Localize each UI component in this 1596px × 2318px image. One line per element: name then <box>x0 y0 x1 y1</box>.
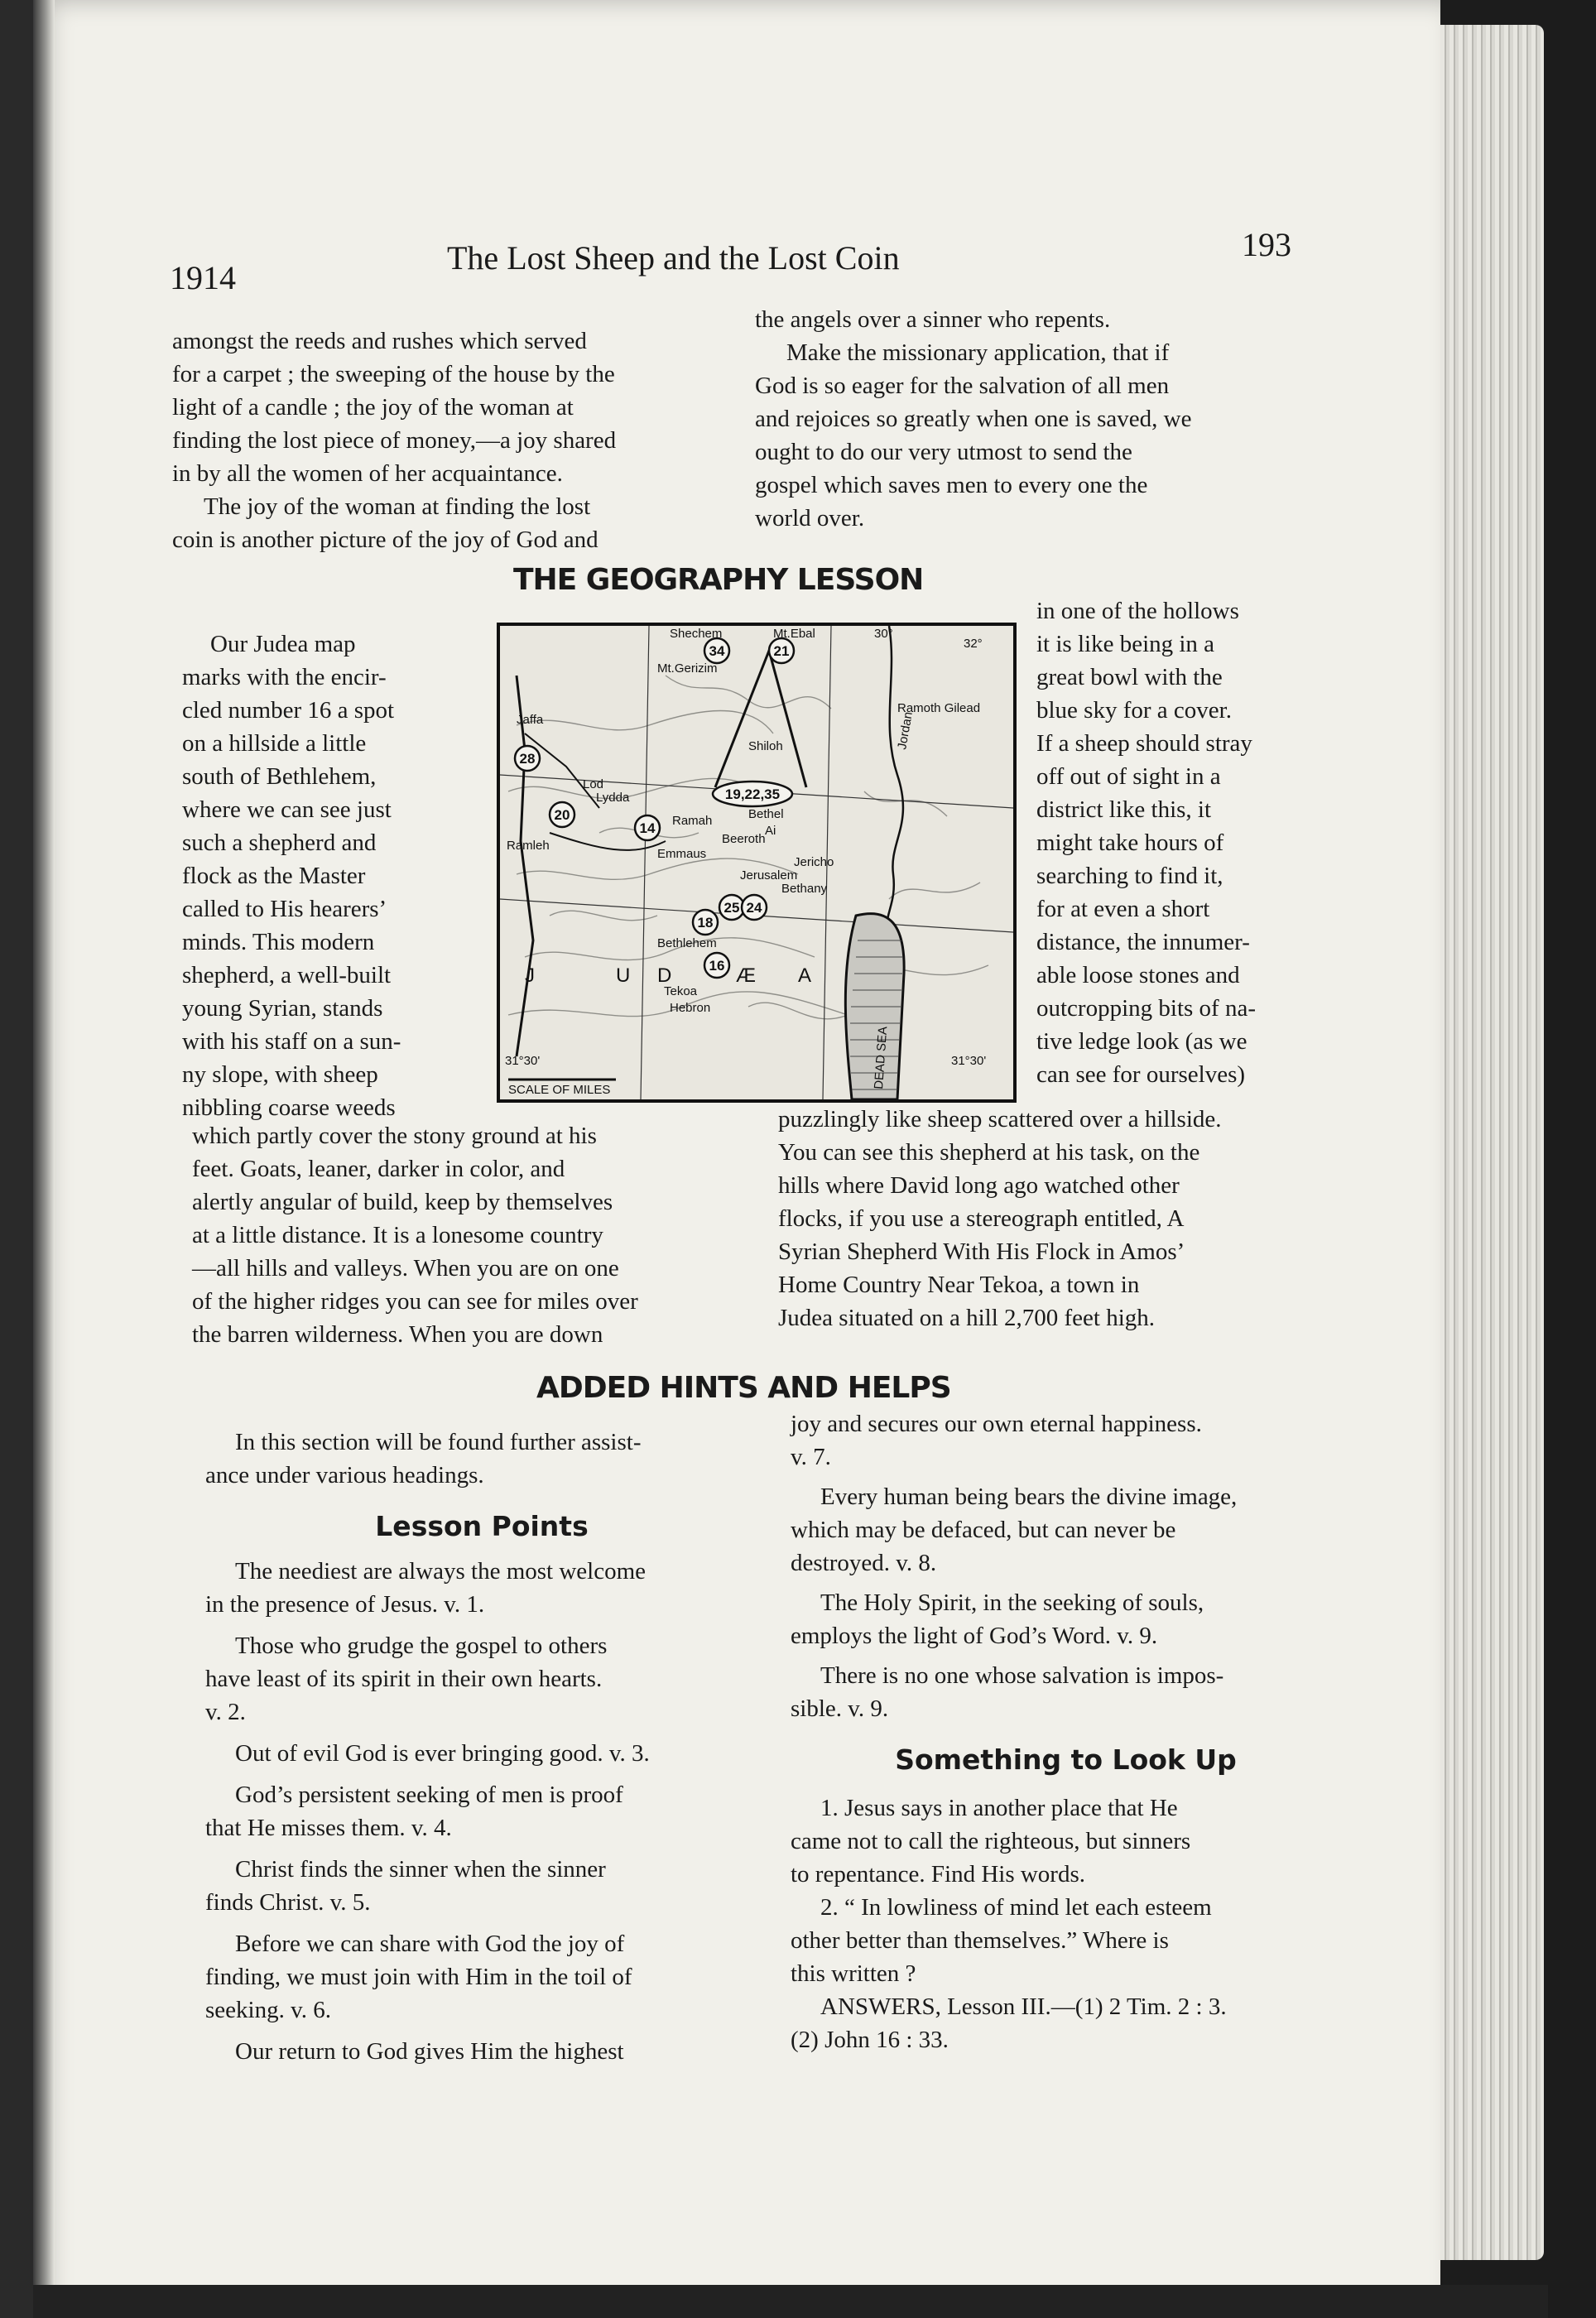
text-line: marks with the encir- <box>182 664 387 690</box>
map-degree: 30° <box>874 627 893 641</box>
page-stack-edges <box>1440 25 1544 2260</box>
text-line: sible. v. 9. <box>791 1695 889 1722</box>
text-line: v. 2. <box>205 1699 246 1725</box>
text-line: and rejoices so greatly when one is saved, we <box>755 406 1192 432</box>
map-place: Jordan <box>895 710 916 751</box>
map-drawing <box>500 626 1013 1099</box>
text-line: the barren wilderness. When you are down <box>192 1321 603 1348</box>
text-line: Judea situated on a hill 2,700 feet high. <box>778 1305 1156 1331</box>
map-place: Mt.Gerizim <box>657 661 718 676</box>
text-line: Christ finds the sinner when the sinner <box>235 1856 606 1883</box>
text-line: for a carpet ; the sweeping of the house by the <box>172 361 615 387</box>
geography-right-column <box>1036 594 1310 1091</box>
map-number: 28 <box>519 751 536 767</box>
text-line: in one of the hollows <box>1036 598 1239 624</box>
text-line: 2. “ In lowliness of mind let each esteem <box>820 1894 1212 1921</box>
text-line: finding, we must join with Him in the toil of <box>205 1964 632 1990</box>
right-page-number: 193 <box>1242 226 1291 263</box>
map-place: Bethel <box>748 807 784 821</box>
text-line: at a little distance. It is a lonesome country <box>192 1222 603 1248</box>
text-line: to repentance. Find His words. <box>791 1861 1085 1888</box>
text-line: distance, the innumer- <box>1036 929 1250 955</box>
map-degree: 31°30' <box>951 1054 987 1068</box>
text-line: district like this, it <box>1036 796 1212 823</box>
dead-sea-label: DEAD SEA <box>872 1026 891 1090</box>
text-line: cled number 16 a spot <box>182 697 395 724</box>
text-line: The joy of the woman at finding the lost <box>204 493 591 520</box>
map-number: 21 <box>773 643 790 659</box>
map-place: Lod <box>583 777 604 791</box>
text-line: finds Christ. v. 5. <box>205 1889 371 1916</box>
map-place: Tekoa <box>664 984 698 998</box>
intro-right-column <box>755 303 1303 535</box>
page-gutter <box>33 0 55 2318</box>
map-number: 18 <box>697 915 714 931</box>
text-line: of the higher ridges you can see for miles over <box>192 1288 638 1315</box>
text-line: ought to do our very utmost to send the <box>755 439 1132 465</box>
text-line: this written ? <box>791 1960 916 1987</box>
text-line: able loose stones and <box>1036 962 1240 988</box>
text-line: You can see this shepherd at his task, on the <box>778 1139 1200 1166</box>
scale-label: SCALE OF MILES <box>508 1083 611 1097</box>
map-region-letter: D <box>657 964 672 987</box>
text-line: flocks, if you use a stereograph entitled, A <box>778 1205 1185 1232</box>
text-line: Our Judea map <box>210 631 356 657</box>
text-line: great bowl with the <box>1036 664 1223 690</box>
text-line: amongst the reeds and rushes which served <box>172 328 587 354</box>
text-line: feet. Goats, leaner, darker in color, and <box>192 1156 565 1182</box>
look-up-title: Something to Look Up <box>895 1743 1237 1776</box>
text-line: Syrian Shepherd With His Flock in Amos’ <box>778 1238 1185 1265</box>
map-degree: 31°30' <box>505 1054 541 1068</box>
text-line: finding the lost piece of money,—a joy shared <box>172 427 617 454</box>
text-line: flock as the Master <box>182 863 366 889</box>
text-line: There is no one whose salvation is impos- <box>820 1662 1224 1689</box>
text-line: Home Country Near Tekoa, a town in <box>778 1272 1140 1298</box>
text-line: light of a candle ; the joy of the woman at <box>172 394 574 421</box>
map-number: 20 <box>554 807 570 823</box>
text-line: came not to call the righteous, but sinners <box>791 1828 1191 1854</box>
map-region-letter: J <box>525 964 535 987</box>
text-line: Before we can share with God the joy of <box>235 1931 625 1957</box>
text-line: (2) John 16 : 33. <box>791 2027 949 2053</box>
text-line: ANSWERS, Lesson III.—(1) 2 Tim. 2 : 3. <box>820 1993 1227 2020</box>
text-line: tive ledge look (as we <box>1036 1028 1247 1055</box>
text-line: 1. Jesus says in another place that He <box>820 1795 1178 1821</box>
text-line: alertly angular of build, keep by themselves <box>192 1189 613 1215</box>
text-line: outcropping bits of na- <box>1036 995 1256 1022</box>
text-line: the angels over a sinner who repents. <box>755 306 1111 333</box>
text-line: young Syrian, stands <box>182 995 383 1022</box>
text-line: v. 7. <box>791 1444 831 1470</box>
judea-map <box>497 623 1017 1103</box>
text-line: Our return to God gives Him the highest <box>235 2038 624 2065</box>
map-scale <box>508 1080 616 1097</box>
text-line: Those who grudge the gospel to others <box>235 1633 608 1659</box>
map-place: Jerusalem <box>740 868 798 882</box>
text-line: The Holy Spirit, in the seeking of souls, <box>820 1589 1204 1616</box>
map-place: Ramah <box>672 814 713 828</box>
text-line: might take hours of <box>1036 830 1224 856</box>
map-region-letter: Æ <box>736 964 756 987</box>
map-place: Bethlehem <box>657 936 717 950</box>
text-line: ance under various headings. <box>205 1462 484 1488</box>
text-line: searching to find it, <box>1036 863 1223 889</box>
hints-right-column <box>791 1407 1341 2056</box>
text-line: off out of sight in a <box>1036 763 1221 790</box>
text-line: with his staff on a sun- <box>182 1028 401 1055</box>
text-line: coin is another picture of the joy of God and <box>172 527 598 553</box>
geography-bottom-right <box>778 1103 1324 1335</box>
map-number: 34 <box>709 643 725 659</box>
text-line: God is so eager for the salvation of all men <box>755 373 1170 399</box>
map-place: Ramleh <box>507 839 550 853</box>
text-line: hills where David long ago watched other <box>778 1172 1180 1199</box>
text-line: can see for ourselves) <box>1036 1061 1246 1088</box>
text-line: called to His hearers’ <box>182 896 387 922</box>
geography-left-column <box>182 628 472 1124</box>
text-line: If a sheep should stray <box>1036 730 1252 757</box>
map-number: 16 <box>709 958 725 974</box>
text-line: for at even a short <box>1036 896 1210 922</box>
hints-left-column <box>205 1426 758 2068</box>
map-region-letter: A <box>798 964 812 987</box>
geography-lesson-title: THE GEOGRAPHY LESSON <box>513 563 924 597</box>
map-place: Mt.Ebal <box>773 627 815 641</box>
map-region-letter: U <box>616 964 631 987</box>
intro-left-column <box>172 325 722 556</box>
map-place: Hebron <box>670 1001 711 1015</box>
text-line: nibbling coarse weeds <box>182 1094 396 1121</box>
bottom-shadow <box>33 2285 1548 2318</box>
map-place: Bethany <box>781 882 828 896</box>
text-line: Make the missionary application, that if <box>786 339 1170 366</box>
text-line: have least of its spirit in their own hearts. <box>205 1666 603 1692</box>
text-line: in the presence of Jesus. v. 1. <box>205 1591 485 1618</box>
text-line: blue sky for a cover. <box>1036 697 1232 724</box>
text-line: that He misses them. v. 4. <box>205 1815 452 1841</box>
text-line: which partly cover the stony ground at his <box>192 1123 597 1149</box>
map-place: Shechem <box>670 627 723 641</box>
text-line: where we can see just <box>182 796 392 823</box>
map-place: Ramoth Gilead <box>897 701 981 715</box>
text-line: In this section will be found further assist- <box>235 1429 642 1455</box>
text-line: it is like being in a <box>1036 631 1215 657</box>
map-place: Lydda <box>596 791 630 805</box>
text-line: joy and secures our own eternal happiness. <box>791 1411 1202 1437</box>
text-line: which may be defaced, but can never be <box>791 1517 1176 1543</box>
text-line: such a shepherd and <box>182 830 377 856</box>
text-line: employs the light of God’s Word. v. 9. <box>791 1623 1158 1649</box>
geography-bottom-left <box>192 1119 747 1351</box>
text-line: minds. This modern <box>182 929 375 955</box>
hints-title: ADDED HINTS AND HELPS <box>536 1371 951 1405</box>
map-place: Ai <box>765 824 776 838</box>
map-place: Jericho <box>794 855 834 869</box>
map-place: Jaffa <box>517 713 544 727</box>
text-line: puzzlingly like sheep scattered over a hillside. <box>778 1106 1222 1133</box>
map-place: Shiloh <box>748 739 783 753</box>
text-line: Every human being bears the divine image, <box>820 1484 1238 1510</box>
text-line: destroyed. v. 8. <box>791 1550 937 1576</box>
text-line: shepherd, a well-built <box>182 962 392 988</box>
map-number: 24 <box>746 900 762 916</box>
text-line: on a hillside a little <box>182 730 367 757</box>
text-line: Out of evil God is ever bringing good. v. 3. <box>235 1740 650 1767</box>
map-place: Emmaus <box>657 847 707 861</box>
text-line: God’s persistent seeking of men is proof <box>235 1782 623 1808</box>
text-line: seeking. v. 6. <box>205 1997 331 2023</box>
map-number: 19,22,35 <box>724 786 781 802</box>
map-number: 14 <box>639 820 656 836</box>
text-line: gospel which saves men to every one the <box>755 472 1148 498</box>
text-line: south of Bethlehem, <box>182 763 377 790</box>
text-line: The neediest are always the most welcome <box>235 1558 647 1585</box>
map-number: 25 <box>723 900 740 916</box>
text-line: ny slope, with sheep <box>182 1061 378 1088</box>
text-line: other better than themselves.” Where is <box>791 1927 1169 1954</box>
lesson-points-title: Lesson Points <box>375 1510 589 1542</box>
text-line: in by all the women of her acquaintance. <box>172 460 563 487</box>
text-line: —all hills and valleys. When you are on one <box>192 1255 619 1282</box>
map-place: Beeroth <box>722 832 766 846</box>
map-degree: 32° <box>964 637 983 651</box>
page-title: The Lost Sheep and the Lost Coin <box>447 239 900 277</box>
text-line: world over. <box>755 505 865 531</box>
left-page-number: 1914 <box>170 259 236 296</box>
